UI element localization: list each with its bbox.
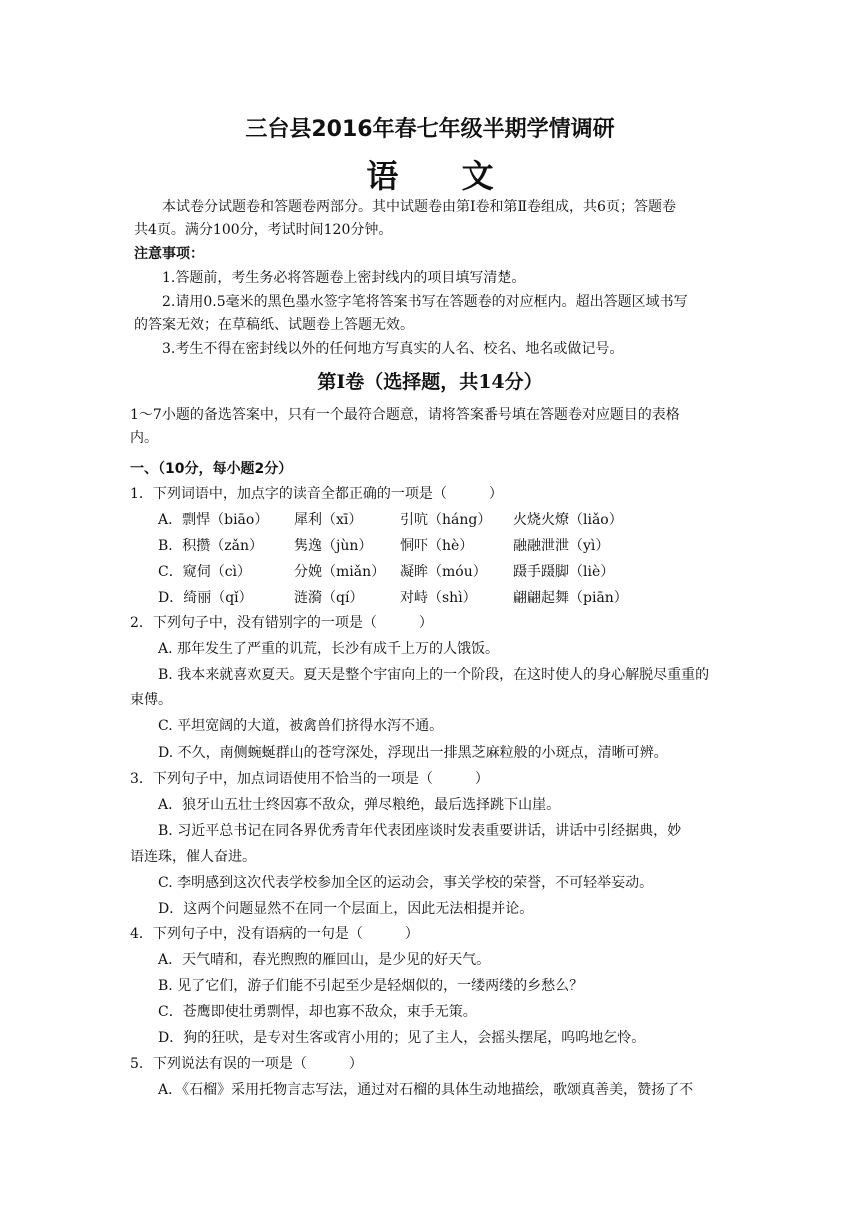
q3-option-b: B. 习近平总书记在同各界优秀青年代表团座谈时发表重要讲话，讲话中引经据典，妙 bbox=[158, 823, 682, 839]
q3-option-d: D．这两个问题显然不在同一个层面上，因此无法相提并论。 bbox=[158, 901, 534, 917]
notice-item-2-cont: 的答案无效；在草稿纸、试题卷上答题无效。 bbox=[134, 317, 414, 333]
instruction-line-1: 1～7小题的备选答案中，只有一个最符合题意，请将答案番号填在答题卷对应题目的表格 bbox=[130, 407, 680, 423]
q1-b-1: B．积攒（zǎn） bbox=[158, 538, 264, 554]
exam-title: 三台县2016年春七年级半期学情调研 bbox=[245, 117, 615, 142]
q1-stem: 1．下列词语中，加点字的读音全都正确的一项是（ ） bbox=[130, 486, 503, 502]
instruction-line-2: 内。 bbox=[130, 430, 158, 446]
q2-option-b-cont: 束傅。 bbox=[130, 692, 172, 708]
q2-option-d: D. 不久，南侧蜿蜒群山的苍穹深处，浮现出一排黑芝麻粒般的小斑点，清晰可辨。 bbox=[158, 745, 668, 761]
q1-b-2: 隽逸（jùn） bbox=[294, 538, 373, 554]
q1-a-2: 犀利（xī） bbox=[294, 512, 363, 528]
q5-option-a: A．《石榴》采用托物言志写法，通过对石榴的具体生动地描绘，歌颂真善美，赞扬了不 bbox=[158, 1082, 694, 1098]
q1-d-1: D．绮丽（qǐ） bbox=[158, 590, 253, 606]
part-heading: 一、（10分，每小题2分） bbox=[130, 461, 293, 477]
q4-option-a: A．天气晴和，春光煦煦的雁回山，是少见的好天气。 bbox=[158, 952, 491, 968]
q1-c-4: 蹑手蹑脚（liè） bbox=[513, 564, 615, 580]
notice-item-1: 1.答题前，考生务必将答题卷上密封线内的项目填写清楚。 bbox=[162, 270, 526, 286]
q1-a-1: A．剽悍（biāo） bbox=[158, 512, 269, 528]
subject-title: 语 文 bbox=[366, 157, 520, 195]
q2-option-c: C. 平坦宽阔的大道，被禽兽们挤得水泻不通。 bbox=[158, 718, 444, 734]
q1-c-1: C．窥伺（cì） bbox=[158, 564, 252, 580]
intro-line-1: 本试卷分试题卷和答题卷两部分。其中试题卷由第Ⅰ卷和第Ⅱ卷组成，共6页；答题卷 bbox=[162, 199, 676, 215]
q1-b-3: 恫吓（hè） bbox=[400, 538, 474, 554]
q4-option-d: D．狗的狂吠，是专对生客或宵小用的；见了主人，会摇头摆尾，呜呜地乞怜。 bbox=[158, 1030, 646, 1046]
q1-d-2: 涟漪（qí） bbox=[294, 590, 364, 606]
q3-option-b-cont: 语连珠，催人奋进。 bbox=[130, 849, 256, 865]
q2-option-b: B. 我本来就喜欢夏天。夏天是整个宇宙向上的一个阶段，在这时使人的身心解脱尽重重的 bbox=[158, 667, 710, 683]
q5-stem: 5．下列说法有误的一项是（ ） bbox=[130, 1056, 363, 1072]
notice-heading: 注意事项： bbox=[134, 246, 204, 262]
q3-option-a: A．狼牙山五壮士终因寡不敌众，弹尽粮绝，最后选择跳下山崖。 bbox=[158, 797, 561, 813]
q4-option-b: B. 见了它们，游子们能不引起至少是轻烟似的，一缕两缕的乡愁么？ bbox=[158, 978, 584, 994]
q1-b-4: 融融泄泄（yì） bbox=[513, 538, 610, 554]
q1-d-3: 对峙（shì） bbox=[400, 590, 477, 606]
q4-stem: 4．下列句子中，没有语病的一句是（ ） bbox=[130, 926, 419, 942]
q1-c-3: 凝眸（móu） bbox=[400, 564, 487, 580]
q1-c-2: 分娩（miǎn） bbox=[294, 564, 386, 580]
q3-stem: 3．下列句子中，加点词语使用不恰当的一项是（ ） bbox=[130, 771, 489, 787]
q3-option-c: C. 李明感到这次代表学校参加全区的运动会，事关学校的荣誉，不可轻举妄动。 bbox=[158, 875, 654, 891]
q4-option-c: C．苍鹰即使壮勇剽悍，却也寡不敌众，束手无策。 bbox=[158, 1004, 477, 1020]
notice-item-2: 2.请用0.5毫米的黑色墨水签字笔将答案书写在答题卷的对应框内。超出答题区域书写 bbox=[162, 294, 688, 310]
q1-a-3: 引吭（háng） bbox=[400, 512, 492, 528]
q2-stem: 2．下列句子中，没有错别字的一项是（ ） bbox=[130, 615, 433, 631]
q1-a-4: 火烧火燎（liǎo） bbox=[513, 512, 623, 528]
q2-option-a: A. 那年发生了严重的讥荒，长沙有成千上万的人饿饭。 bbox=[158, 641, 500, 657]
notice-item-3: 3.考生不得在密封线以外的任何地方写真实的人名、校名、地名或做记号。 bbox=[162, 341, 624, 357]
q1-d-4: 翩翩起舞（piān） bbox=[513, 590, 628, 606]
intro-line-2: 共4页。满分100分，考试时间120分钟。 bbox=[134, 222, 393, 238]
section-title: 第Ⅰ卷（选择题，共14分） bbox=[317, 371, 543, 393]
